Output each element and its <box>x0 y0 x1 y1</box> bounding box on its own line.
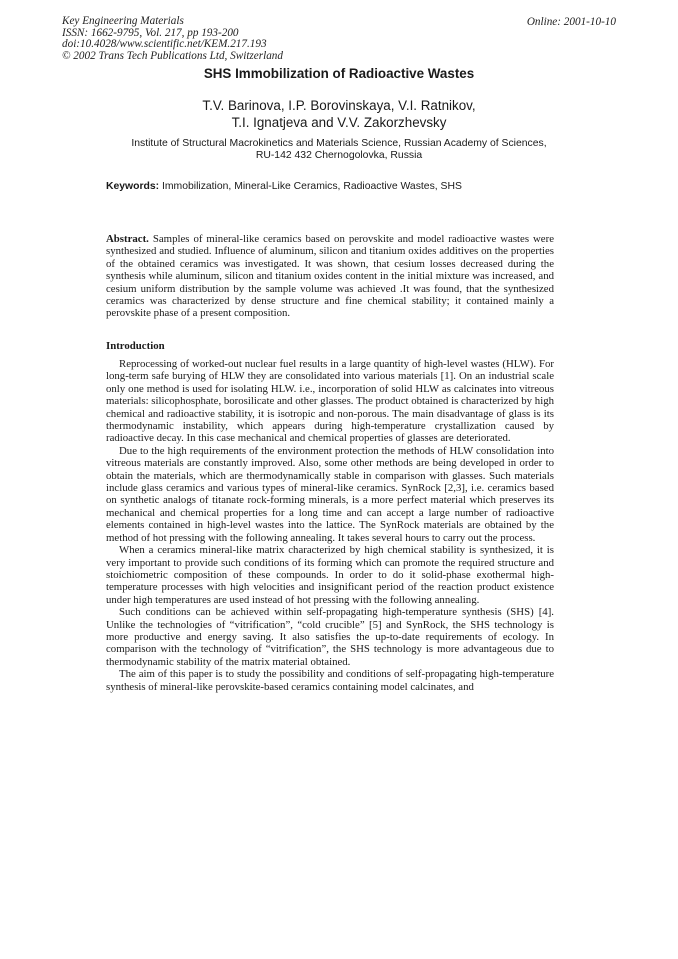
journal-header <box>62 16 283 62</box>
paragraph: Such conditions can be achieved within self-propagating high-temperature synthesis (SHS) [4]. Unlike the technologies of “vitrification”, “cold crucible” [5] and SynRock, the SHS technology is more productive and energy saving. It also satisfies the up-to-date requirements of ecology. In comparison with the technology of “vitrification”, the SHS technology is more advantageous due to thermodynamic stability of the matrix material obtained. <box>106 606 554 668</box>
keywords-text: Immobilization, Mineral-Like Ceramics, Radioactive Wastes, SHS <box>162 181 462 192</box>
keywords <box>106 181 462 192</box>
paragraph: Reprocessing of worked-out nuclear fuel results in a large quantity of high-level wastes (HLW). For long-term safe burying of HLW they are consolidated into various materials [1]. On an industrial scale only one method is used for isolating HLW. i.e., incorporation of solid HLW as calcinates into vitreous materials: silicophosphate, borosilicate and other glasses. The product obtained is characterized by high chemical and radioactive stability, it is isotropic and non-porous. The main disadvantage of glass is its thermodynamic instability, which appears during high-temperature crystallization caused by radioactive decay. In this case mechanical and chemical properties of glasses are deteriorated. <box>106 358 554 445</box>
abstract-label: Abstract. <box>106 233 149 245</box>
issn-line: ISSN: 1662-9795, Vol. 217, pp 193-200 <box>62 26 239 39</box>
paragraph: When a ceramics mineral-like matrix characterized by high chemical stability is synthesized, it is very important to provide such conditions of its forming which can promote the required structure and stoichiometric composition of these compounds. In order to do it solid-phase exothermal high-temperature processes with high velocities and insignificant period of the reaction product existence under high temperatures are used instead of hot pressing with the following annealing. <box>106 544 554 606</box>
introduction-heading: Introduction <box>106 340 165 352</box>
doi-line: doi:10.4028/www.scientific.net/KEM.217.193 <box>62 38 267 51</box>
affiliation-line-1: Institute of Structural Macrokinetics and Materials Science, Russian Academy of Sciences, <box>131 138 547 149</box>
paragraph: Due to the high requirements of the environment protection the methods of HLW consolidation into vitreous materials are constantly improved. Also, some other methods are being developed in order to obtain the materials, which are thermodynamically stable in comparison with glasses. Such materials include glass ceramics and various types of mineral-like ceramics. SynRock [2,3], i.e. ceramics based on synthetic analogs of titanate rock-forming minerals, is a more perfect material which preserves its mechanical and chemical properties for a long time and can accept a large number of radioactive elements contained in high-level wastes into the lattice. The SynRock materials are obtained by the method of hot pressing with the following annealing. It takes several hours to carry out the process. <box>106 444 554 544</box>
copyright-line: © 2002 Trans Tech Publications Ltd, Switzerland <box>62 49 283 62</box>
introduction-body <box>106 358 554 693</box>
affiliation-line-2: RU-142 432 Chernogolovka, Russia <box>255 150 423 162</box>
paragraph: The aim of this paper is to study the possibility and conditions of self-propagating high-temperature synthesis of mineral-like perovskite-based ceramics containing model calcinates, and <box>106 668 554 693</box>
abstract-text: Samples of mineral-like ceramics based on perovskite and model radioactive wastes were synthesized and studied. Influence of aluminum, silicon and titanium oxides additives on the properties of the obtained ceramics was investigated. It was shown, that cesium losses decreased during the synthesis while aluminum, silicon and titanium oxides content in the initial mixture was increased, and cesium uniform distribution by the sample volume was achieved .It was found, that the synthesized ceramics was characterized by dense structure and fine chemical stability; it contained mainly a perovskite phase of a present composition. <box>106 233 554 320</box>
online-date: Online: 2001-10-10 <box>526 16 616 28</box>
authors-line-1: T.V. Barinova, I.P. Borovinskaya, V.I. Ratnikov, <box>202 98 476 113</box>
authors-line-2: T.I. Ignatjeva and V.V. Zakorzhevsky <box>231 115 447 130</box>
paper-title: SHS Immobilization of Radioactive Wastes <box>203 66 475 81</box>
authors <box>0 97 678 131</box>
journal-name: Key Engineering Materials <box>62 15 184 27</box>
abstract <box>106 233 554 320</box>
affiliation <box>0 138 678 163</box>
keywords-label: Keywords: <box>106 181 160 192</box>
